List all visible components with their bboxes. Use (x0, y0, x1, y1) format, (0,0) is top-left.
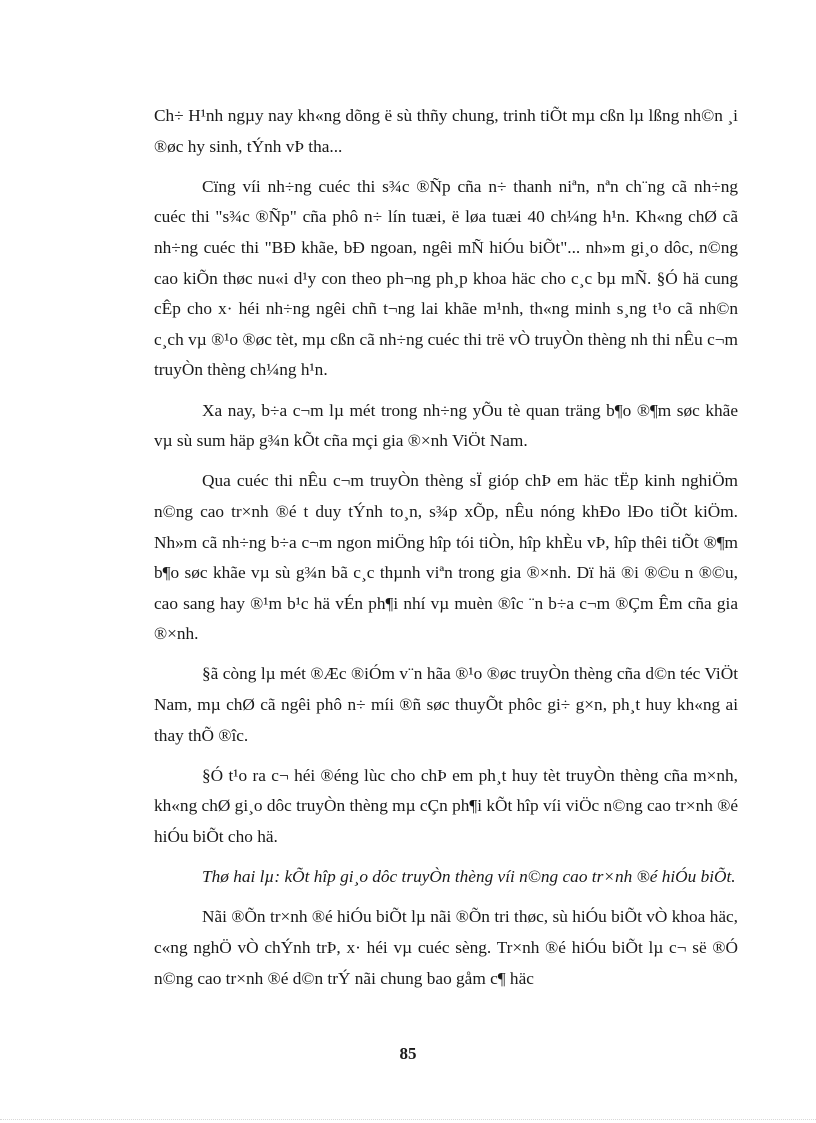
paragraph: Qua cuéc thi nÊu c¬m truyÒn thèng sÏ gióp chÞ em häc tËp kinh nghiÖm n©ng cao tr×nh ®é t duy tÝnh to¸n, s¾p xÕp, nÊu nóng khÐo lÐo tiÕt kiÖm. Nh»m cã nh÷ng b÷a c¬m ngon miÖng hîp tói tiÒn, hîp khÈu vÞ, hîp thêi tiÕt ®¶m b¶o søc khãe vµ sù g¾n bã c¸c thµnh viªn trong gia ®×nh. Dï hä ®i ®©u n ®©u, cao sang hay ®¹m b¹c hä vÉn ph¶i nhí vµ muèn ®îc ¨n b÷a c¬m ®Çm Êm cña gia ®×nh. (154, 471, 738, 644)
page-edge-divider (0, 1119, 816, 1120)
paragraph: Ch÷ H¹nh ngµy nay kh«ng dõng ë sù thñy chung, trinh tiÕt mµ cßn lµ lßng nh©n ¸i ®øc hy sinh, tÝnh vÞ tha... (154, 106, 738, 156)
paragraph: §ã còng lµ mét ®Æc ®iÓm v¨n hãa ®¹o ®øc truyÒn thèng cña d©n téc ViÖt Nam, mµ chØ cã ngêi phô n÷ míi ®ñ søc thuyÕt phôc gi÷ g×n, ph¸t huy kh«ng ai thay thÕ ®îc. (154, 664, 738, 745)
paragraph: §Ó t¹o ra c¬ héi ®éng lùc cho chÞ em ph¸t huy tèt truyÒn thèng cña m×nh, kh«ng chØ gi¸o dôc truyÒn thèng mµ cÇn ph¶i kÕt hîp víi viÖc n©ng cao tr×nh ®é hiÓu biÕt cho hä. (154, 765, 738, 847)
body-text (154, 101, 738, 1004)
paragraph: Nãi ®Õn tr×nh ®é hiÓu biÕt lµ nãi ®Õn tri thøc, sù hiÓu biÕt vÒ khoa häc, c«ng nghÖ vÒ chÝnh trÞ, x· héi vµ cuéc sèng. Tr×nh ®é hiÓu biÕt lµ c¬ së ®Ó n©ng cao tr×nh ®é d©n trÝ nãi chung bao gåm c¶ häc (154, 907, 738, 988)
page-number: 85 (399, 1044, 417, 1063)
section-heading: Thø hai lµ: kÕt hîp gi¸o dôc truyÒn thèng víi n©ng cao tr×nh ®é hiÓu biÕt. (202, 867, 736, 887)
paragraph: Xa nay, b÷a c¬m lµ mét trong nh÷ng yÕu tè quan träng b¶o ®¶m søc khãe vµ sù sum häp g¾n kÕt cña mçi gia ®×nh ViÖt Nam. (154, 400, 738, 451)
paragraph: Cïng víi nh÷ng cuéc thi s¾c ®Ñp cña n÷ thanh niªn, nªn ch¨ng cã nh÷ng cuéc thi "s¾c ®Ñp" cña phô n÷ lín tuæi, ë løa tuæi 40 ch¼ng h¹n. Kh«ng chØ cã nh÷ng cuéc thi "BÐ khãe, bÐ ngoan, ngêi mÑ hiÓu biÕt"... nh»m gi¸o dôc, n©ng cao kiÕn thøc nu«i d¹y con theo ph¬ng ph¸p khoa häc cho c¸c bµ mÑ. §Ó hä cung cÊp cho x· héi nh÷ng ngêi chñ t¬ng lai khãe m¹nh, th«ng minh s¸ng t¹o cã nh©n c¸ch vµ ®¹o ®øc tèt, mµ cßn cã nh÷ng cuéc thi trë vÒ truyÒn thèng nh thi nÊu c¬m truyÒn thèng ch¼ng h¹n. (154, 176, 738, 380)
